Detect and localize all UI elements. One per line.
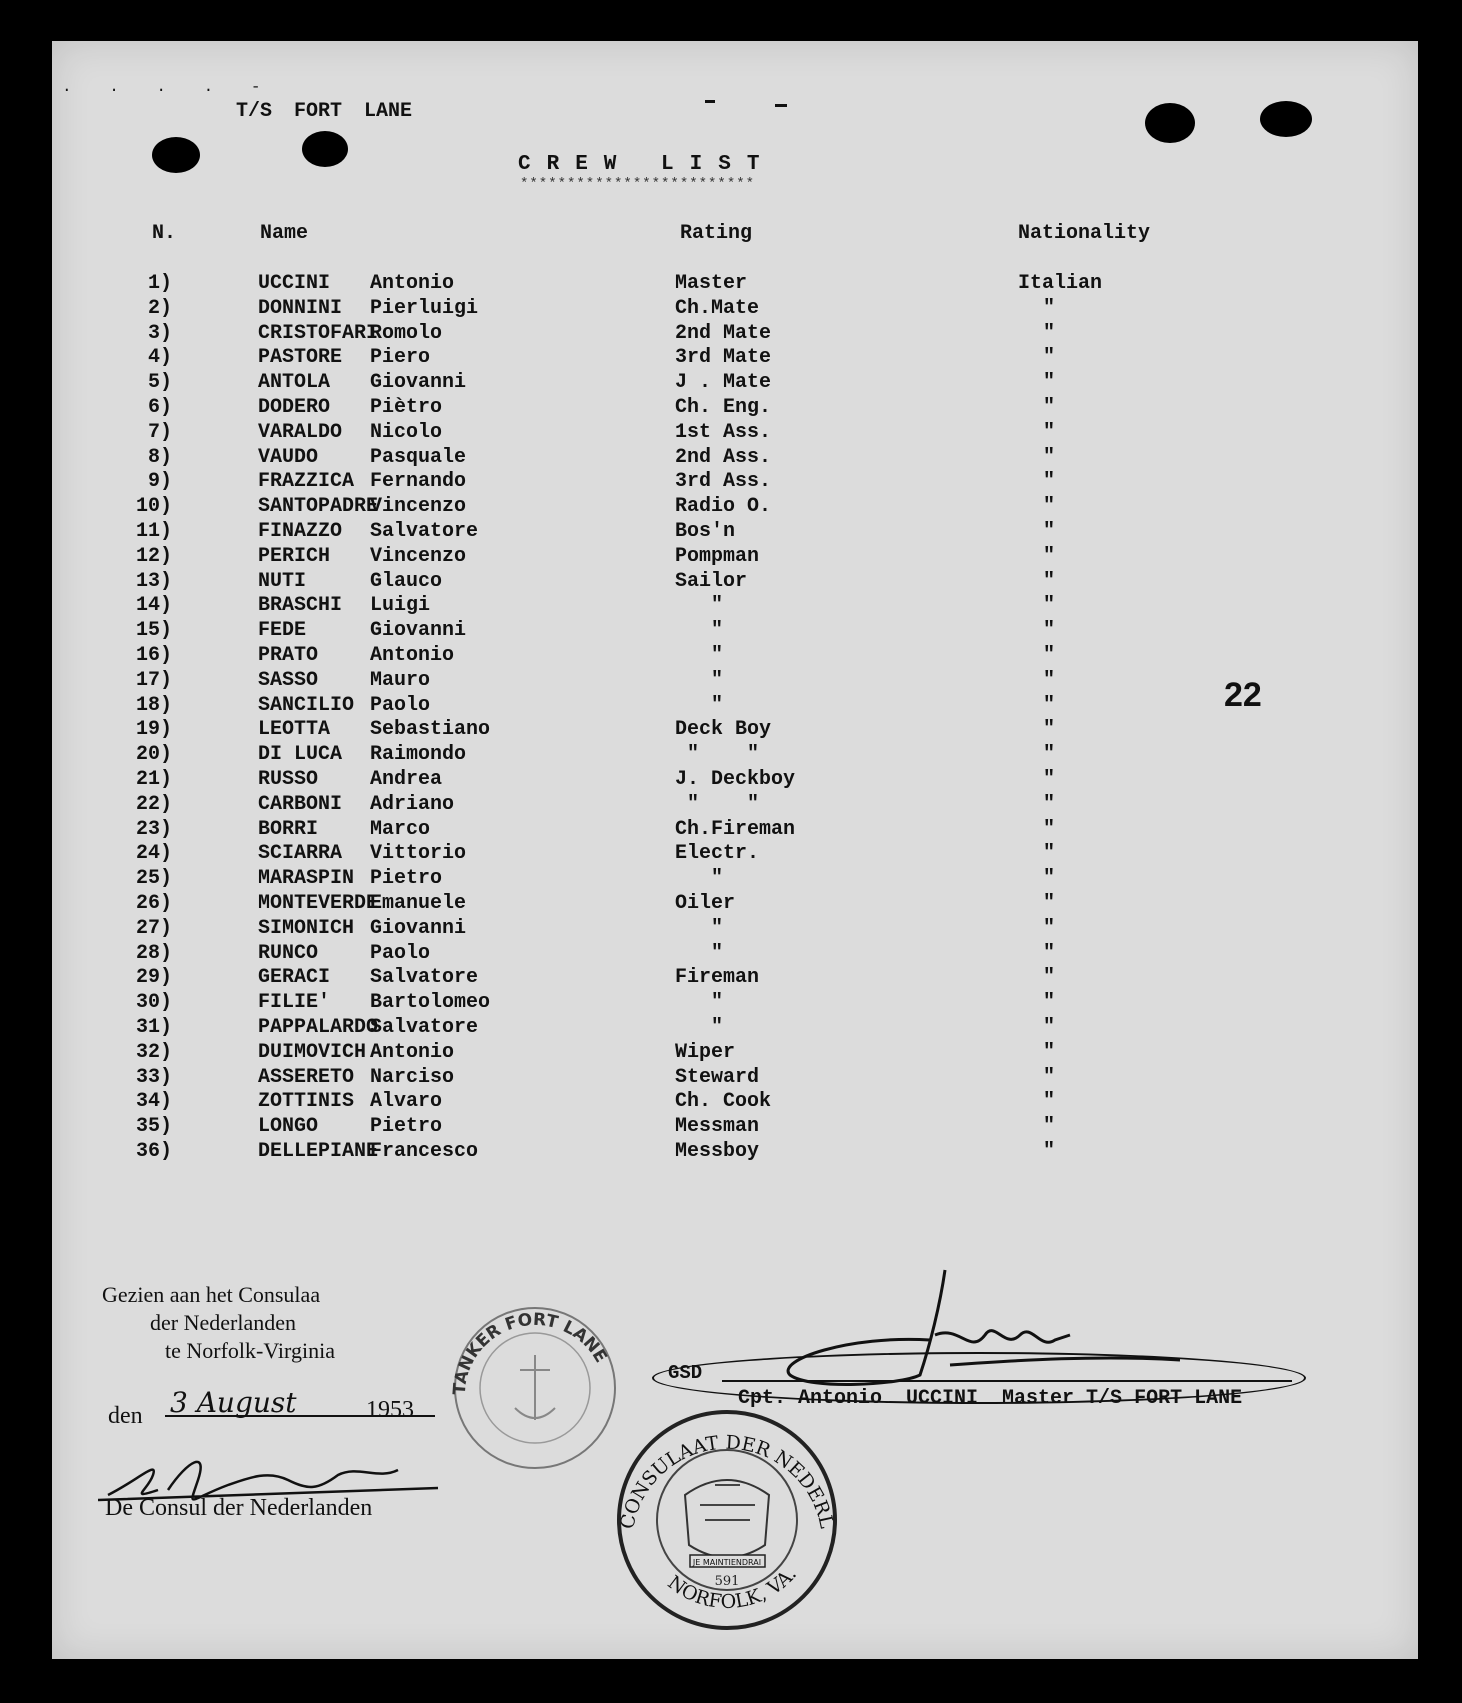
row-number: 28) [135, 941, 172, 965]
crew-nationality: " [1043, 792, 1056, 816]
crew-nationality: " [1043, 668, 1056, 692]
row-number: 7) [147, 420, 172, 444]
row-number: 17) [135, 668, 172, 692]
crew-surname: DELLEPIANE [258, 1139, 379, 1163]
row-number: 1) [147, 272, 172, 295]
crew-rating: " " [675, 792, 760, 816]
consulate-note-line1: Gezien aan het Consulaa [102, 1282, 321, 1307]
row-number: 33) [135, 1065, 172, 1089]
crew-given-name: Salvatore [370, 519, 479, 543]
crew-nationality: " [1043, 966, 1056, 990]
crew-nationality: " [1043, 346, 1056, 370]
crew-rating: " [675, 693, 724, 717]
crew-nationality: " [1043, 470, 1056, 494]
crew-given-name: Francesco [370, 1139, 479, 1163]
crew-given-name: Narciso [370, 1065, 455, 1089]
row-number: 14) [135, 594, 172, 618]
table-row [0, 371, 1366, 396]
crew-list [0, 272, 1366, 1165]
crew-surname: SCIARRA [258, 842, 343, 866]
row-number: 19) [135, 718, 172, 742]
date-prefix: den [108, 1403, 143, 1429]
table-row [0, 694, 1366, 719]
crew-given-name: Piero [370, 346, 431, 370]
crew-rating: J. Deckboy [675, 767, 796, 791]
crew-rating: J . Mate [675, 371, 772, 395]
crew-given-name: Luigi [370, 594, 431, 618]
crew-nationality: " [1043, 569, 1056, 593]
crew-rating: " " [675, 743, 760, 767]
crew-rating: " [675, 668, 724, 692]
handwritten-date: 3 August [170, 1386, 297, 1419]
crew-nationality: " [1043, 371, 1056, 395]
row-number: 8) [147, 445, 172, 469]
crew-rating: " [675, 619, 724, 643]
crew-nationality: " [1043, 1015, 1056, 1039]
master-name-line: Cpt. Antonio UCCINI Master T/S FORT LANE [738, 1387, 1243, 1410]
crew-rating: 3rd Mate [675, 346, 772, 370]
crew-nationality: " [1043, 991, 1056, 1015]
crew-rating: Electr. [675, 842, 760, 866]
crew-rating: Bos'n [675, 519, 736, 543]
crew-surname: SASSO [258, 668, 319, 692]
table-row [0, 396, 1366, 421]
crew-rating: Radio O. [675, 495, 772, 519]
ink-specks: . . . . - [62, 78, 275, 96]
crew-surname: FEDE [258, 619, 307, 643]
crew-given-name: Antonio [370, 643, 455, 667]
crew-rating: Sailor [675, 569, 748, 593]
row-number: 25) [135, 867, 172, 891]
table-row [0, 446, 1366, 471]
row-number: 32) [135, 1040, 172, 1064]
crew-given-name: Raimondo [370, 743, 467, 767]
table-row [0, 991, 1366, 1016]
row-number: 24) [135, 842, 172, 866]
crew-nationality: " [1043, 817, 1056, 841]
crew-nationality: " [1043, 445, 1056, 469]
table-row [0, 1066, 1366, 1091]
crew-surname: RUNCO [258, 941, 319, 965]
crew-given-name: Fernando [370, 470, 467, 494]
master-signature [770, 1265, 1190, 1395]
crew-rating: 2nd Mate [675, 321, 772, 345]
crew-nationality: " [1043, 1040, 1056, 1064]
row-number: 29) [135, 966, 172, 990]
crew-rating: " [675, 1015, 724, 1039]
row-number: 34) [135, 1090, 172, 1114]
crew-rating: Master [675, 272, 748, 295]
crew-surname: RUSSO [258, 767, 319, 791]
table-row [0, 1115, 1366, 1140]
crew-given-name: Piètro [370, 395, 443, 419]
table-row [0, 917, 1366, 942]
table-row [0, 1016, 1366, 1041]
crew-given-name: Mauro [370, 668, 431, 692]
crew-given-name: Glauco [370, 569, 443, 593]
crew-given-name: Salvatore [370, 1015, 479, 1039]
crew-given-name: Vincenzo [370, 495, 467, 519]
crew-given-name: Antonio [370, 272, 455, 295]
row-number: 13) [135, 569, 172, 593]
title-underline: ************************* [520, 176, 756, 192]
crew-nationality: " [1043, 1090, 1056, 1114]
gsd-label: GSD [668, 1362, 703, 1384]
crew-nationality: " [1043, 544, 1056, 568]
consulate-stamp-top-text: CONSULAAT DER NEDERL [616, 1431, 838, 1532]
table-row [0, 495, 1366, 520]
row-number: 5) [147, 371, 172, 395]
table-row [0, 570, 1366, 595]
table-row [0, 669, 1366, 694]
table-row [0, 644, 1366, 669]
crew-surname: PASTORE [258, 346, 343, 370]
ink-mark [775, 104, 787, 107]
crew-rating: Pompman [675, 544, 760, 568]
crew-given-name: Salvatore [370, 966, 479, 990]
crew-given-name: Adriano [370, 792, 455, 816]
row-number: 6) [147, 395, 172, 419]
crew-nationality: " [1043, 619, 1056, 643]
crew-nationality: " [1043, 693, 1056, 717]
punch-hole-1 [152, 137, 200, 173]
crew-rating: Oiler [675, 891, 736, 915]
crew-rating: Messman [675, 1115, 760, 1139]
table-row [0, 1140, 1366, 1165]
crew-rating: Messboy [675, 1139, 760, 1163]
crew-nationality: " [1043, 1115, 1056, 1139]
table-row [0, 346, 1366, 371]
crew-given-name: Emanuele [370, 891, 467, 915]
crew-surname: DONNINI [258, 296, 343, 320]
crew-given-name: Antonio [370, 1040, 455, 1064]
crew-rating: " [675, 594, 724, 618]
crew-surname: VARALDO [258, 420, 343, 444]
crew-surname: PAPPALARDO [258, 1015, 379, 1039]
crew-rating: " [675, 916, 724, 940]
svg-text:TANKER FORT LANE [450, 1310, 611, 1396]
crew-surname: CRISTOFARI [258, 321, 379, 345]
crew-surname: DODERO [258, 395, 331, 419]
crew-surname: ANTOLA [258, 371, 331, 395]
ship-name: T/S FORT LANE [236, 100, 413, 123]
crew-rating: 2nd Ass. [675, 445, 772, 469]
row-number: 11) [135, 519, 172, 543]
crew-surname: SANCILIO [258, 693, 355, 717]
row-number: 21) [135, 767, 172, 791]
crew-given-name: Giovanni [370, 371, 467, 395]
consulate-motto: JE MAINTIENDRAI [692, 1558, 762, 1567]
row-number: 18) [135, 693, 172, 717]
crew-surname: ZOTTINIS [258, 1090, 355, 1114]
ship-stamp [440, 1300, 630, 1475]
ship-stamp-text: TANKER FORT LANE [449, 1309, 611, 1396]
crew-surname: BRASCHI [258, 594, 343, 618]
crew-given-name: Pietro [370, 867, 443, 891]
crew-rating: Fireman [675, 966, 760, 990]
crew-given-name: Vittorio [370, 842, 467, 866]
crew-nationality: " [1043, 643, 1056, 667]
crew-surname: PERICH [258, 544, 331, 568]
crew-surname: SIMONICH [258, 916, 355, 940]
crew-rating: Ch. Cook [675, 1090, 772, 1114]
column-header-nationality: Nationality [1018, 222, 1151, 245]
row-number: 3) [147, 321, 172, 345]
column-header-rating: Rating [680, 222, 753, 245]
row-number: 22) [135, 792, 172, 816]
crew-surname: MONTEVERDE [258, 891, 379, 915]
table-row [0, 1041, 1366, 1066]
table-row [0, 892, 1366, 917]
page-number: 22 [1224, 676, 1262, 714]
table-row [0, 421, 1366, 446]
crew-surname: VAUDO [258, 445, 319, 469]
ink-mark [705, 100, 715, 103]
row-number: 31) [135, 1015, 172, 1039]
crew-surname: NUTI [258, 569, 307, 593]
table-row [0, 743, 1366, 768]
crew-surname: MARASPIN [258, 867, 355, 891]
row-number: 2) [147, 296, 172, 320]
consulate-note-line2: der Nederlanden [150, 1310, 296, 1335]
row-number: 35) [135, 1115, 172, 1139]
crew-surname: CARBONI [258, 792, 343, 816]
crew-nationality: " [1043, 743, 1056, 767]
crew-nationality: " [1043, 321, 1056, 345]
crew-surname: FILIE' [258, 991, 331, 1015]
crew-nationality: " [1043, 519, 1056, 543]
crew-given-name: Paolo [370, 693, 431, 717]
table-row [0, 768, 1366, 793]
crew-given-name: Nicolo [370, 420, 443, 444]
consul-title: De Consul der Nederlanden [105, 1495, 373, 1521]
consulate-stamp-bottom-text: NORFOLK, VA. [663, 1563, 802, 1614]
crew-surname: LONGO [258, 1115, 319, 1139]
row-number: 12) [135, 544, 172, 568]
row-number: 4) [147, 346, 172, 370]
row-number: 26) [135, 891, 172, 915]
row-number: 15) [135, 619, 172, 643]
row-number: 16) [135, 643, 172, 667]
crew-rating: Deck Boy [675, 718, 772, 742]
date-year: 1953 [366, 1397, 414, 1423]
crew-given-name: Sebastiano [370, 718, 491, 742]
crew-given-name: Bartolomeo [370, 991, 491, 1015]
crew-rating: " [675, 941, 724, 965]
crew-surname: FINAZZO [258, 519, 343, 543]
row-number: 30) [135, 991, 172, 1015]
crew-nationality: " [1043, 495, 1056, 519]
row-number: 23) [135, 817, 172, 841]
crew-nationality: " [1043, 891, 1056, 915]
crew-nationality: " [1043, 296, 1056, 320]
crew-rating: 3rd Ass. [675, 470, 772, 494]
crew-nationality: " [1043, 867, 1056, 891]
crew-given-name: Alvaro [370, 1090, 443, 1114]
crew-given-name: Romolo [370, 321, 443, 345]
crew-nationality: " [1043, 594, 1056, 618]
crew-surname: ASSERETO [258, 1065, 355, 1089]
document-title: CREW LIST [518, 153, 776, 176]
crew-rating: " [675, 867, 724, 891]
crew-nationality: " [1043, 941, 1056, 965]
crew-given-name: Pasquale [370, 445, 467, 469]
crew-nationality: " [1043, 420, 1056, 444]
row-number: 10) [135, 495, 172, 519]
column-header-name: Name [260, 222, 309, 245]
crew-rating: " [675, 991, 724, 1015]
crew-nationality: " [1043, 1065, 1056, 1089]
row-number: 9) [147, 470, 172, 494]
table-row [0, 842, 1366, 867]
crew-given-name: Giovanni [370, 619, 467, 643]
crew-given-name: Andrea [370, 767, 443, 791]
table-row [0, 520, 1366, 545]
table-row [0, 867, 1366, 892]
crew-nationality: " [1043, 842, 1056, 866]
crew-rating: Ch. Eng. [675, 395, 772, 419]
consulate-stamp [605, 1405, 850, 1635]
crew-rating: 1st Ass. [675, 420, 772, 444]
row-number: 36) [135, 1139, 172, 1163]
row-number: 27) [135, 916, 172, 940]
crew-surname: UCCINI [258, 272, 331, 295]
crew-surname: PRATO [258, 643, 319, 667]
punch-hole-4 [1260, 101, 1312, 137]
table-row [0, 470, 1366, 495]
table-row [0, 718, 1366, 743]
crew-surname: BORRI [258, 817, 319, 841]
table-row [0, 793, 1366, 818]
row-number: 20) [135, 743, 172, 767]
crew-rating: Steward [675, 1065, 760, 1089]
table-row [0, 545, 1366, 570]
punch-hole-3 [1145, 103, 1195, 143]
crew-surname: GERACI [258, 966, 331, 990]
table-row [0, 619, 1366, 644]
crew-surname: DI LUCA [258, 743, 343, 767]
table-row [0, 297, 1366, 322]
table-row [0, 818, 1366, 843]
punch-hole-2 [302, 131, 348, 167]
crew-given-name: Vincenzo [370, 544, 467, 568]
crew-rating: Wiper [675, 1040, 736, 1064]
crew-given-name: Giovanni [370, 916, 467, 940]
crew-rating: Ch.Fireman [675, 817, 796, 841]
crew-surname: DUIMOVICH [258, 1040, 367, 1064]
crew-nationality: Italian [1018, 272, 1103, 295]
column-header-no: N. [152, 222, 177, 245]
crew-surname: SANTOPADRE [258, 495, 379, 519]
table-row [0, 594, 1366, 619]
table-row [0, 1090, 1366, 1115]
crew-given-name: Pietro [370, 1115, 443, 1139]
table-row [0, 272, 1366, 297]
crew-given-name: Paolo [370, 941, 431, 965]
table-row [0, 942, 1366, 967]
crew-surname: FRAZZICA [258, 470, 355, 494]
crew-surname: LEOTTA [258, 718, 331, 742]
crew-rating: " [675, 643, 724, 667]
table-row [0, 966, 1366, 991]
crew-nationality: " [1043, 767, 1056, 791]
crew-given-name: Pierluigi [370, 296, 479, 320]
consulate-note-line3: te Norfolk-Virginia [165, 1338, 335, 1363]
crew-given-name: Marco [370, 817, 431, 841]
crew-rating: Ch.Mate [675, 296, 760, 320]
crew-nationality: " [1043, 718, 1056, 742]
crew-nationality: " [1043, 916, 1056, 940]
crew-nationality: " [1043, 395, 1056, 419]
consulate-number: 591 [714, 1574, 740, 1589]
table-row [0, 322, 1366, 347]
crew-nationality: " [1043, 1139, 1056, 1163]
